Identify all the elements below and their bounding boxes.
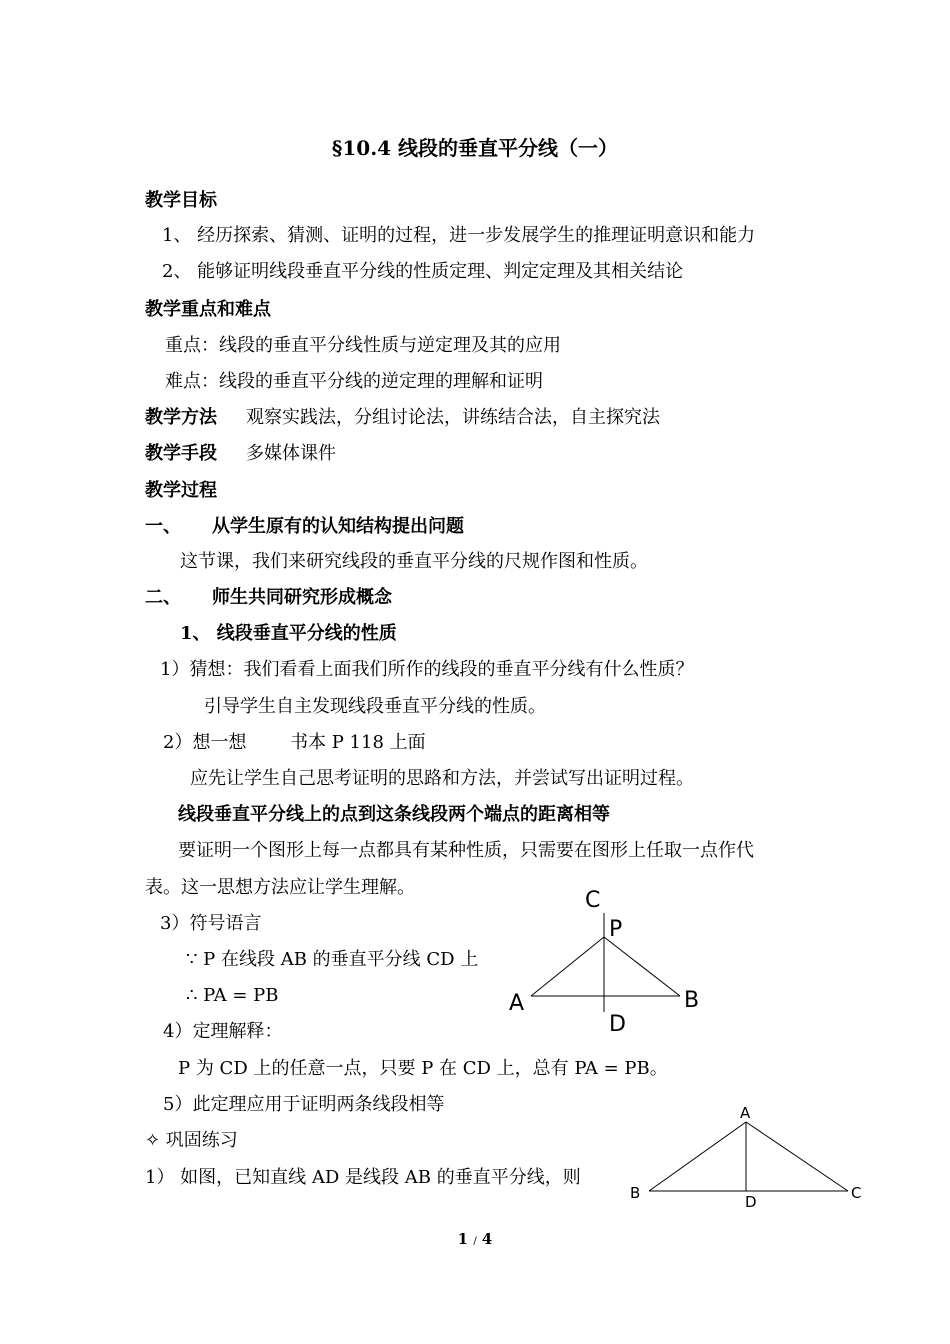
fig2-label-c: C	[851, 1184, 862, 1202]
proof-idea-line-2: 表。这一思想方法应让学生理解。	[145, 877, 415, 898]
objective-item-1: 1、 经历探索、猜测、证明的过程，进一步发展学生的推理证明意识和能力	[162, 225, 756, 246]
page-total: 4	[481, 1230, 493, 1248]
section-1-number: 一、	[145, 516, 181, 537]
therefore-statement: ∴ PA = PB	[186, 985, 279, 1006]
method-label: 教学方法	[145, 407, 217, 428]
fig2-label-d: D	[745, 1193, 757, 1211]
fig2-segment-ac	[746, 1122, 848, 1191]
because-statement: ∵ P 在线段 AB 的垂直平分线 CD 上	[186, 949, 479, 970]
fig1-label-p: P	[609, 917, 623, 942]
application-text: 5）此定理应用于证明两条线段相等	[163, 1094, 445, 1115]
key-points-heading: 教学重点和难点	[145, 299, 271, 320]
objectives-heading: 教学目标	[145, 190, 217, 211]
fig2-label-a: A	[740, 1104, 751, 1122]
symbol-language-label: 3）符号语言	[160, 913, 262, 934]
guide-text: 引导学生自主发现线段垂直平分线的性质。	[204, 696, 546, 717]
exercise-1-text: 1） 如图，已知直线 AD 是线段 AB 的垂直平分线，则	[145, 1167, 581, 1188]
fig1-label-b: B	[684, 988, 700, 1013]
guess-text: 1）猜想：我们看看上面我们所作的线段的垂直平分线有什么性质？	[160, 659, 694, 680]
objective-item-2: 2、 能够证明线段垂直平分线的性质定理、判定定理及其相关结论	[162, 261, 684, 282]
think-text: 应先让学生自己思考证明的思路和方法，并尝试写出证明过程。	[190, 768, 694, 789]
theorem-explain-label: 4）定理解释：	[163, 1021, 283, 1042]
means-label: 教学手段	[145, 443, 217, 464]
page-current: 1	[457, 1230, 469, 1248]
fig1-label-d: D	[609, 1012, 626, 1037]
page-title: §10.4 线段的垂直平分线（一）	[331, 136, 619, 160]
fig1-segment-pb	[604, 937, 680, 996]
fig1-label-c: C	[585, 888, 601, 913]
section-1-title: 从学生原有的认知结构提出问题	[212, 516, 464, 537]
means-value: 多媒体课件	[246, 443, 336, 464]
page-number	[0, 1228, 950, 1253]
theorem-explain-text: P 为 CD 上的任意一点，只要 P 在 CD 上，总有 PA = PB。	[178, 1058, 668, 1079]
section-1-text: 这节课，我们来研究线段的垂直平分线的尺规作图和性质。	[180, 551, 648, 572]
subsection-1-title: 1、 线段垂直平分线的性质	[180, 623, 397, 644]
section-2-title: 师生共同研究形成概念	[212, 587, 392, 608]
think-label: 2）想一想	[163, 732, 247, 753]
fig1-label-a: A	[509, 991, 525, 1016]
page-separator: /	[473, 1236, 477, 1247]
section-2-number: 二、	[145, 587, 181, 608]
proof-idea-line-1: 要证明一个图形上每一点都具有某种性质，只需要在图形上任取一点作代	[178, 840, 754, 861]
fig1-segment-pa	[531, 937, 604, 996]
fig2-label-b: B	[630, 1184, 641, 1202]
fig2-segment-ab	[649, 1122, 746, 1191]
process-heading: 教学过程	[145, 480, 217, 501]
method-value: 观察实践法，分组讨论法，讲练结合法，自主探究法	[246, 407, 660, 428]
focus-text: 重点：线段的垂直平分线性质与逆定理及其的应用	[165, 335, 561, 356]
difficulty-text: 难点：线段的垂直平分线的逆定理的理解和证明	[165, 371, 543, 392]
theorem-statement: 线段垂直平分线上的点到这条线段两个端点的距离相等	[178, 804, 610, 825]
think-reference: 书本 P 118 上面	[290, 732, 426, 753]
practice-heading: ✧ 巩固练习	[145, 1130, 238, 1151]
